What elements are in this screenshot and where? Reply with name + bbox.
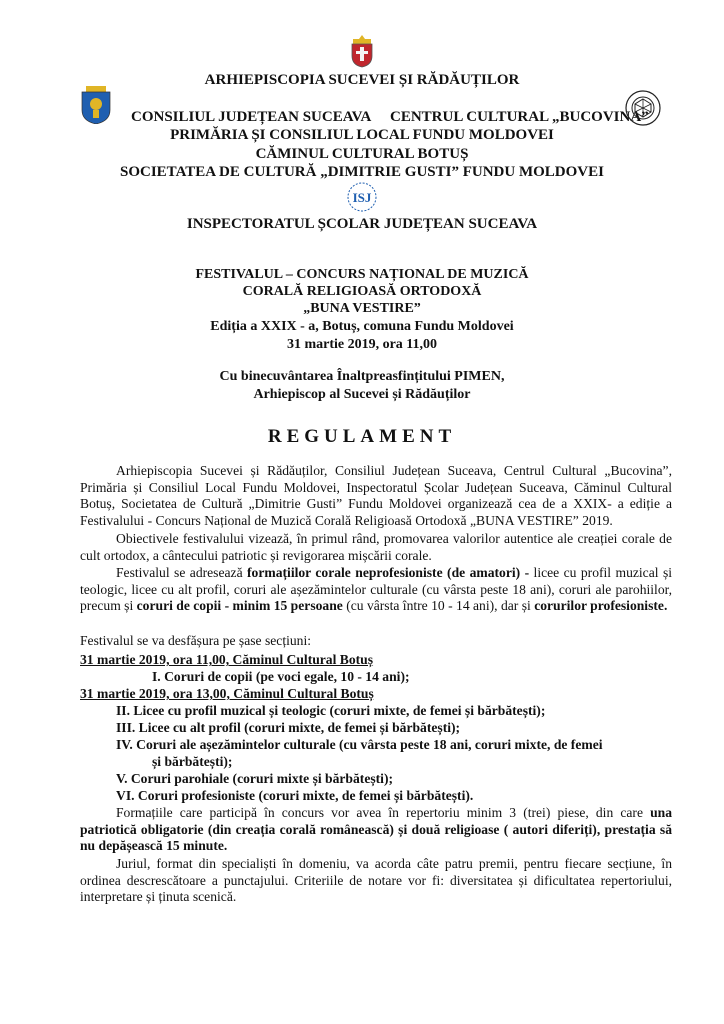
section-4: IV. Coruri ale așezămintelor culturale (cu vârsta peste 18 ani, coruri mixte, de femei	[116, 737, 603, 752]
paragraph-sections-intro: Festivalul se va desfășura pe șase secțiuni:	[80, 633, 312, 648]
school-inspectorate: INSPECTORATUL ȘCOLAR JUDEȚEAN SUCEAVA	[186, 216, 538, 232]
section-4-continuation: și bărbătești);	[152, 754, 233, 769]
church-emblem-icon	[349, 34, 375, 68]
section-5: V. Coruri parohiale (coruri mixte și bărbătești);	[116, 771, 393, 786]
p3-text-c: licee cu profil muzical și teologic, licee cu alt profil, coruri ale așezămintelor culturale (cu vârsta peste 18 ani), coruri ale parohiilor, precum și	[80, 565, 673, 614]
paragraph-repertoire	[80, 805, 672, 855]
town-hall: PRIMĂRIA ȘI CONSILIUL LOCAL FUNDU MOLDOVEI	[170, 127, 554, 143]
cultural-society: SOCIETATEA DE CULTURĂ „DIMITRIE GUSTI” FUNDU MOLDOVEI	[120, 164, 604, 180]
festival-title-2: CORALĂ RELIGIOASĂ ORTODOXĂ	[242, 284, 482, 299]
festival-edition: Ediția a XXIX - a, Botuș, comuna Fundu Moldovei	[210, 319, 514, 334]
section-6: VI. Coruri profesioniste (coruri mixte, de femei și bărbătești).	[116, 788, 474, 803]
paragraph-organizers: Arhiepiscopia Sucevei și Rădăuților, Consiliul Județean Suceava, Centrul Cultural „Bucovina”, Primăria și Consiliul Local Fundu Moldovei, Inspectoratul Școlar Județean Suceava, Căminul Cultural Botuș, Societatea de Cultură „Dimitrie Gusti” Fundu Moldovei organizează cea de a XXIX- a ediție a Festivalului - Concurs Național de Muzică Corală Religioasă Ortodoxă „BUNA VESTIRE” 2019.	[80, 463, 672, 528]
p5-text-a: Formațiile care participă în concurs vor avea în repertoriu minim 3 (trei) piese, din care	[116, 805, 651, 820]
section-3: III. Licee cu alt profil (coruri mixte, de femei și bărbătești);	[116, 720, 461, 735]
p3-text-e: (cu vârsta între 10 - 14 ani), dar și	[342, 598, 535, 614]
paragraph-jury: Juriul, format din specialiști în domeniu, va acorda câte patru premii, pentru fiecare secțiune, în ordinea descrescătoare a punctajului. Criteriile de notare vor fi: diversitatea și dificultatea repertoriului, interpretare și ținuta scenică.	[80, 856, 672, 905]
document-title: REGULAMENT	[267, 426, 457, 447]
section-2: II. Licee cu profil muzical și teologic (coruri mixte, de femei și bărbătești);	[116, 703, 546, 718]
blessing-line-2: Arhiepiscop al Sucevei și Rădăuților	[253, 387, 471, 402]
isj-logo-text: ISJ	[352, 190, 372, 205]
p3-text-a: Festivalul se adresează	[116, 565, 248, 580]
p3-children-choirs: coruri de copii - minim 15 persoane	[136, 598, 343, 614]
paragraph-participants	[80, 565, 672, 615]
section-1: I. Coruri de copii (pe voci egale, 10 - 14 ani);	[152, 669, 410, 684]
p3-professional-choirs: corurilor profesioniste.	[534, 598, 668, 614]
festival-title-1: FESTIVALUL – CONCURS NAȚIONAL DE MUZICĂ	[195, 267, 529, 282]
session-date-1: 31 martie 2019, ora 11,00, Căminul Cultural Botuș	[80, 652, 374, 667]
p5-requirements: una patriotică obligatorie (din creația corală românească) și două religioase ( autori diferiți), prestația să nu depășească 15 minute.	[80, 805, 672, 854]
isj-logo-icon	[342, 181, 382, 213]
p3-amateur-choirs: formațiilor corale neprofesioniste (de amatori) -	[247, 565, 534, 580]
bucovina-center-logo-icon	[625, 90, 661, 126]
county-coat-of-arms-icon	[80, 86, 112, 124]
county-council: CONSILIUL JUDEȚEAN SUCEAVA	[131, 109, 372, 125]
blessing-line-1: Cu binecuvântarea Înaltpreasfințitului PIMEN,	[219, 369, 505, 384]
festival-title-3: „BUNA VESTIRE”	[303, 301, 421, 316]
paragraph-objectives: Obiectivele festivalului vizează, în primul rând, promovarea valorilor autentice ale creației corale de cult ortodox, a cântecului patriotic și revigorarea mișcării corale.	[80, 531, 672, 563]
festival-date: 31 martie 2019, ora 11,00	[286, 337, 438, 352]
archdiocese-title: ARHIEPISCOPIA SUCEVEI ȘI RĂDĂUȚILOR	[204, 72, 520, 88]
bucovina-cultural-center: CENTRUL CULTURAL „BUCOVINA”	[390, 109, 649, 125]
session-date-2: 31 martie 2019, ora 13,00, Căminul Cultural Botuș	[80, 686, 374, 701]
cultural-house: CĂMINUL CULTURAL BOTUȘ	[255, 146, 469, 162]
